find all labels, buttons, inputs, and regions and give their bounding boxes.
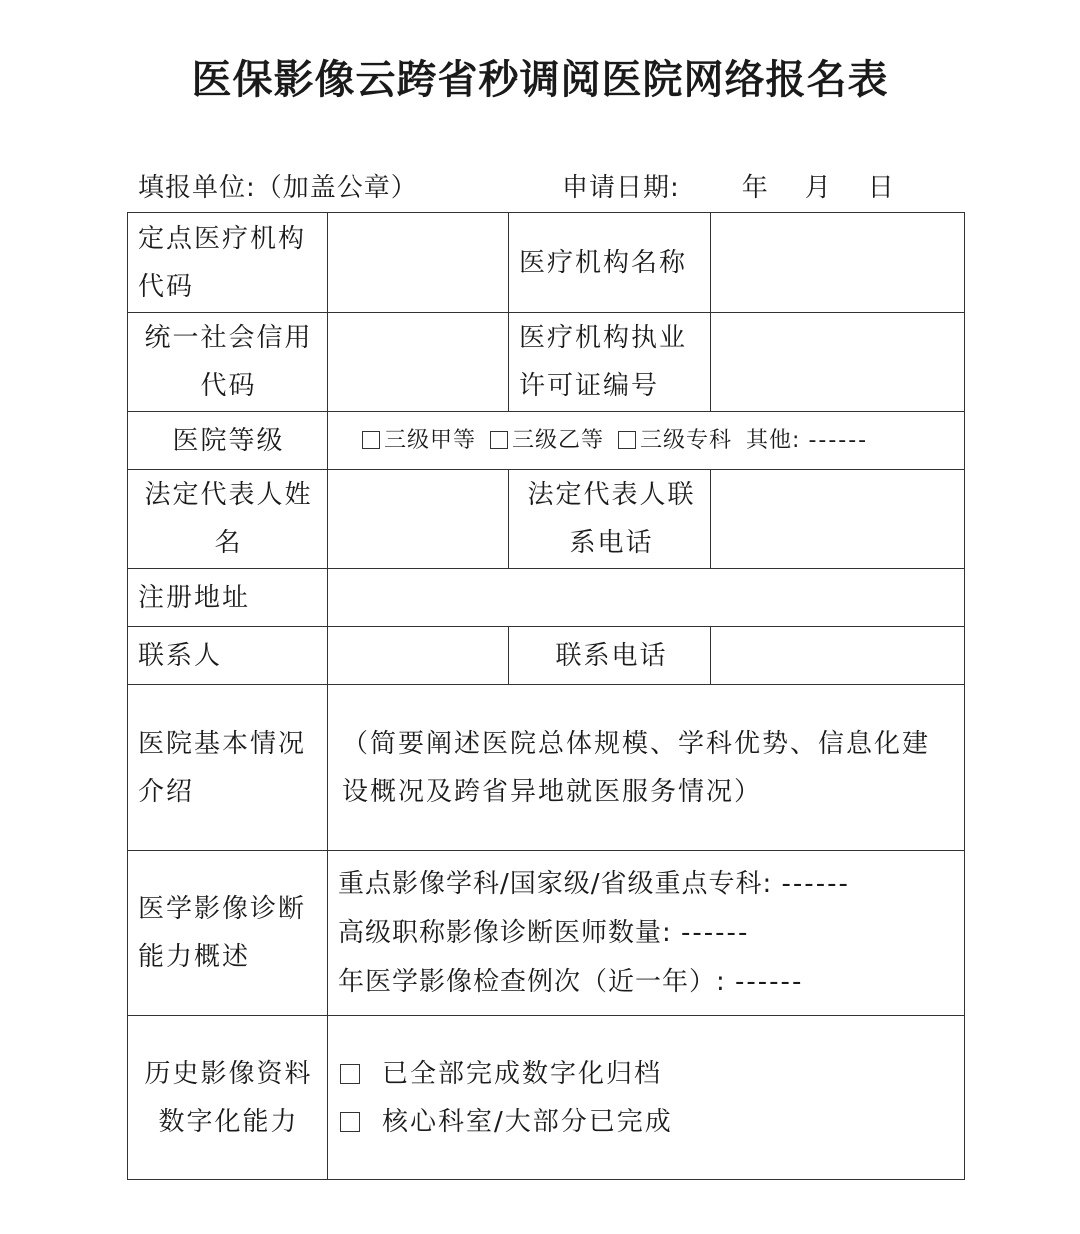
table-row [128, 850, 964, 1015]
checkbox-icon[interactable] [340, 1064, 360, 1084]
table-row [128, 684, 964, 850]
diagnosis-label: 医学影像诊断 能力概述 [138, 894, 307, 972]
grade-other[interactable]: 其他: ------ [746, 427, 869, 453]
table-row [128, 568, 964, 626]
form-title: 医保影像云跨省秒调阅医院网络报名表 [191, 56, 889, 103]
diagnosis-item: 年医学影像检查例次（近一年）: ------ [338, 966, 804, 997]
intro-field[interactable] [327, 685, 964, 850]
diagnosis-item: 重点影像学科/国家级/省级重点专科: ------ [338, 868, 850, 899]
registration-table [127, 212, 965, 1180]
institution-name-label: 医疗机构名称 [508, 213, 710, 312]
intro-label: 医院基本情况 介绍 [138, 728, 307, 807]
legal-rep-phone-label: 法定代表人联 系电话 [508, 470, 710, 568]
grade-option-1[interactable]: 三级甲等 [362, 417, 476, 465]
credit-code-label: 统一社会信用 代码 [144, 323, 313, 401]
table-row [128, 469, 964, 568]
grade-option-2[interactable]: 三级乙等 [490, 417, 604, 465]
license-label: 医疗机构执业 许可证编号 [508, 313, 710, 411]
institution-code-label: 定点医疗机构 代码 [138, 223, 307, 302]
license-field[interactable] [710, 313, 964, 411]
grade-options [327, 412, 964, 469]
checkbox-icon[interactable] [490, 431, 508, 449]
digitization-label: 历史影像资料 数字化能力 [144, 1058, 313, 1137]
institution-name-field[interactable] [710, 213, 964, 312]
checkbox-icon[interactable] [340, 1112, 360, 1132]
diagnosis-item: 高级职称影像诊断医师数量: ------ [338, 917, 750, 948]
fill-unit-label: 填报单位:（加盖公章） [138, 173, 418, 203]
day-label: 日 [867, 173, 895, 203]
digitization-options [327, 1016, 964, 1179]
apply-date [562, 170, 895, 206]
year-label: 年 [741, 173, 769, 203]
legal-rep-name-field[interactable] [327, 470, 508, 568]
table-row [128, 213, 964, 312]
contact-label: 联系人 [138, 640, 223, 671]
address-field[interactable] [327, 569, 964, 626]
table-row [128, 312, 964, 411]
digitization-option-2[interactable]: 核心科室/大部分已完成 [340, 1098, 673, 1146]
grade-other-blank: ------ [808, 427, 869, 453]
diagnosis-field[interactable] [327, 851, 964, 1015]
checkbox-icon[interactable] [362, 431, 380, 449]
month-label: 月 [804, 173, 832, 203]
intro-hint-line: 设概况及跨省异地就医服务情况） [342, 776, 763, 807]
legal-rep-phone-field[interactable] [710, 470, 964, 568]
table-row [128, 626, 964, 684]
checkbox-icon[interactable] [618, 431, 636, 449]
grade-label: 医院等级 [172, 425, 285, 456]
digitization-option-1[interactable]: 已全部完成数字化归档 [340, 1050, 673, 1098]
intro-hint-line: （简要阐述医院总体规模、学科优势、信息化建 [342, 728, 931, 759]
table-row [128, 1015, 964, 1179]
contact-phone-field[interactable] [710, 627, 964, 684]
grade-option-3[interactable]: 三级专科 [618, 417, 732, 465]
credit-code-field[interactable] [327, 313, 508, 411]
legal-rep-name-label: 法定代表人姓 名 [144, 480, 313, 558]
institution-code-field[interactable] [327, 213, 508, 312]
contact-phone-label: 联系电话 [508, 627, 710, 684]
contact-field[interactable] [327, 627, 508, 684]
apply-date-label: 申请日期: [562, 173, 680, 203]
table-row [128, 411, 964, 469]
address-label: 注册地址 [138, 582, 251, 613]
